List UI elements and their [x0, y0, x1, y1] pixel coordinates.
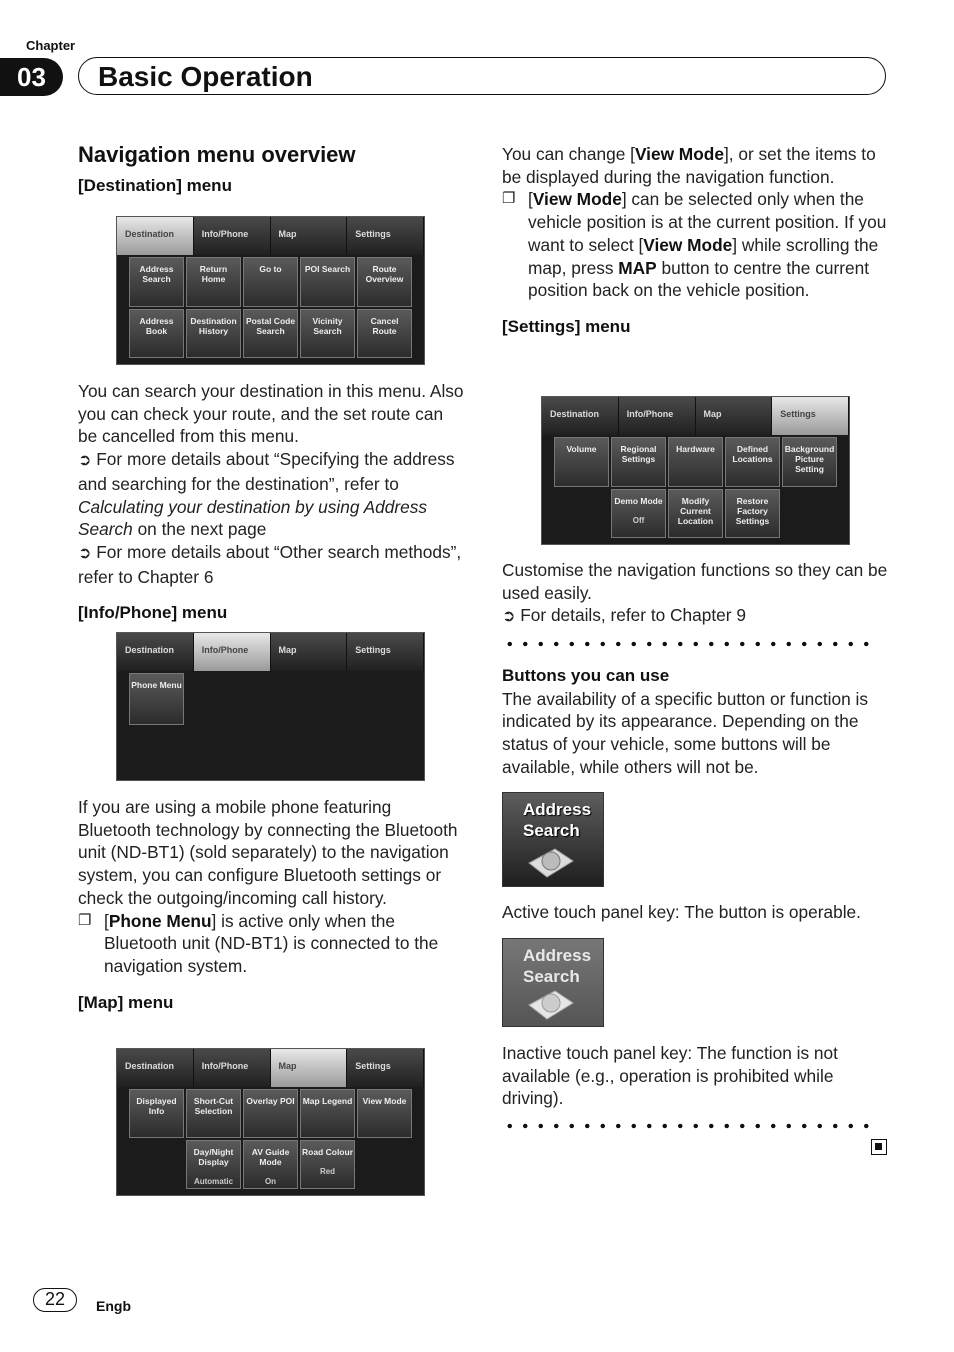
tab-settings: Settings [347, 1049, 424, 1087]
view-mode-paragraph: You can change [View Mode], or set the items to be displayed during the navigation function. [502, 144, 876, 187]
background-picture-setting-button: Background Picture Setting [782, 437, 837, 487]
tab-info-phone: Info/Phone [194, 1049, 271, 1087]
active-address-search-key: Address Search [502, 792, 604, 887]
info-phone-menu-heading: [Info/Phone] menu [78, 603, 228, 623]
empty-slot [357, 1140, 412, 1189]
tab-settings: Settings [347, 217, 424, 255]
tab-settings: Settings [347, 633, 424, 671]
empty-slot [554, 489, 609, 539]
address-book-button: Address Book [129, 309, 184, 359]
destination-paragraph: You can search your destination in this menu. Also you can check your route, and the set route can be cancelled from this menu. [78, 381, 464, 447]
tab-settings: Settings [772, 397, 849, 435]
tab-map: Map [271, 633, 348, 671]
short-cut-selection-button: Short-Cut Selection [186, 1089, 241, 1138]
restore-factory-settings-button: Restore Factory Settings [725, 489, 780, 539]
page-number: 22 [33, 1288, 77, 1312]
dotted-divider [502, 1123, 874, 1129]
chapter-label: Chapter [26, 38, 76, 53]
hardware-button: Hardware [668, 437, 723, 487]
language-code: Engb [96, 1298, 131, 1314]
demo-mode-button: Demo Mode Off [611, 489, 666, 539]
settings-menu-heading: [Settings] menu [502, 316, 631, 336]
vicinity-search-button: Vicinity Search [300, 309, 355, 359]
destination-menu-screen [116, 216, 425, 365]
empty-slot [129, 1140, 184, 1189]
buttons-heading: Buttons you can use [502, 666, 670, 685]
view-mode-button: View Mode [357, 1089, 412, 1138]
defined-locations-button: Defined Locations [725, 437, 780, 487]
destination-reference-1: ➲ For more details about “Specifying the address and searching for the destination”, refer to Calculating your destination by using Address Search on the next page [78, 449, 455, 540]
tab-destination: Destination [117, 633, 194, 671]
av-guide-mode-button: AV Guide Mode On [243, 1140, 298, 1189]
route-overview-button: Route Overview [357, 257, 412, 307]
map-legend-button: Map Legend [300, 1089, 355, 1138]
dotted-divider [502, 641, 874, 647]
note-box-icon: ❐ [78, 911, 92, 929]
map-menu-heading: [Map] menu [78, 992, 174, 1012]
arrow-right-icon: ➲ [78, 452, 92, 470]
page-title: Basic Operation [98, 61, 313, 92]
view-mode-note: ❐ [View Mode] can be selected only when the vehicle position is at the current position. If you want to select [View Mode] while scrolling the map, press MAP button to centre the current position back on the vehicle position. [502, 189, 887, 301]
settings-paragraph: Customise the navigation functions so they can be used easily. [502, 560, 888, 603]
end-of-section-icon [871, 1139, 887, 1155]
poi-search-button: POI Search [300, 257, 355, 307]
chapter-number: 03 [0, 58, 63, 96]
tab-destination: Destination [542, 397, 619, 435]
phone-menu-button: Phone Menu [129, 673, 184, 725]
settings-reference: ➲ For details, refer to Chapter 9 [502, 605, 746, 626]
go-to-button: Go to [243, 257, 298, 307]
info-phone-paragraph: If you are using a mobile phone featuring Bluetooth technology by connecting the Bluetooth unit (ND-BT1) (sold separately) to the navigation system, you can configure Bluetooth settings or check the outgoing/incoming call history. [78, 797, 458, 908]
arrow-right-icon: ➲ [502, 608, 516, 626]
section-title: Navigation menu overview [78, 142, 356, 167]
tab-info-phone: Info/Phone [194, 633, 271, 671]
volume-button: Volume [554, 437, 609, 487]
tab-destination: Destination [117, 217, 194, 255]
note-box-icon: ❐ [502, 190, 516, 208]
inactive-key-caption: Inactive touch panel key: The function is not available (e.g., operation is prohibited while driving). [502, 1043, 838, 1109]
destination-history-button: Destination History [186, 309, 241, 359]
settings-menu-screen [541, 396, 850, 545]
map-globe-icon [525, 985, 577, 1023]
info-phone-menu-screen [116, 632, 425, 781]
tab-info-phone: Info/Phone [619, 397, 696, 435]
destination-reference-2: ➲ For more details about “Other search methods”, refer to Chapter 6 [78, 541, 462, 587]
tab-map: Map [696, 397, 773, 435]
postal-code-search-button: Postal Code Search [243, 309, 298, 359]
return-home-button: Return Home [186, 257, 241, 307]
inactive-address-search-key: Address Search [502, 938, 604, 1027]
tab-info-phone: Info/Phone [194, 217, 271, 255]
destination-menu-heading: [Destination] menu [78, 175, 232, 195]
tab-destination: Destination [117, 1049, 194, 1087]
map-menu-screen [116, 1048, 425, 1196]
overlay-poi-button: Overlay POI [243, 1089, 298, 1138]
tab-map: Map [271, 217, 348, 255]
cancel-route-button: Cancel Route [357, 309, 412, 359]
displayed-info-button: Displayed Info [129, 1089, 184, 1138]
map-globe-icon [525, 843, 577, 881]
regional-settings-button: Regional Settings [611, 437, 666, 487]
phone-menu-note: ❐ [Phone Menu] is active only when the Bluetooth unit (ND-BT1) is connected to the navigation system. [78, 910, 439, 976]
road-colour-button: Road Colour Red [300, 1140, 355, 1189]
modify-current-location-button: Modify Current Location [668, 489, 723, 539]
arrow-right-icon: ➲ [78, 544, 92, 562]
empty-slot [782, 489, 837, 539]
active-key-caption: Active touch panel key: The button is operable. [502, 902, 861, 922]
day-night-display-button: Day/Night Display Automatic [186, 1140, 241, 1189]
address-search-button: Address Search [129, 257, 184, 307]
buttons-paragraph: The availability of a specific button or function is indicated by its appearance. Depending on the status of your vehicle, some buttons will be available, while others will not be. [502, 688, 868, 777]
tab-map: Map [271, 1049, 348, 1087]
